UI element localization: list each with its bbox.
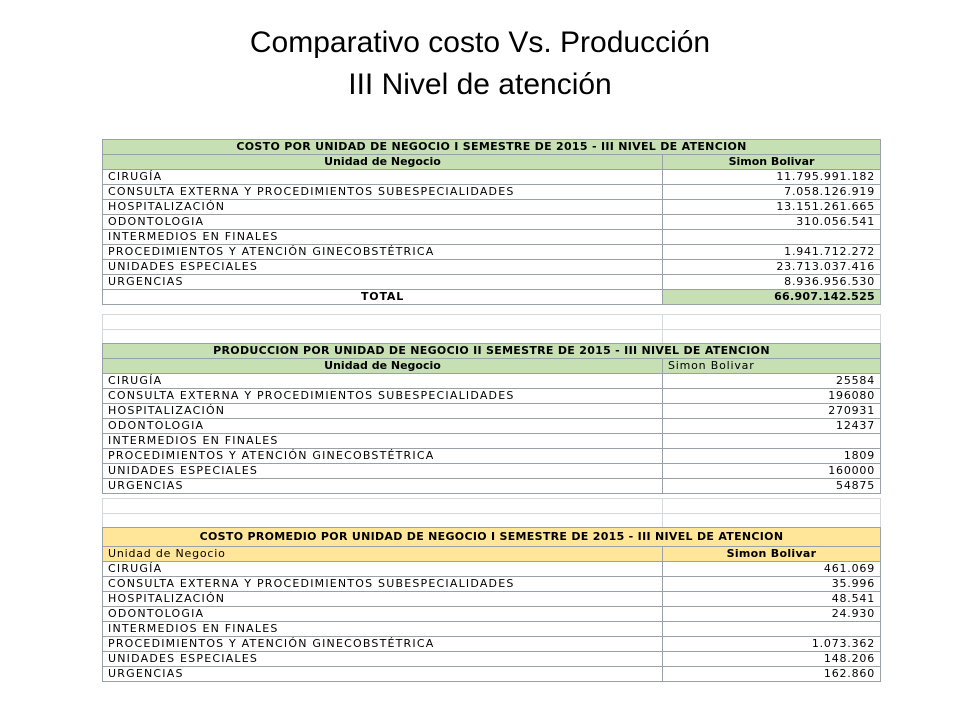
produccion-header-unit: Unidad de Negocio [103, 359, 663, 374]
row-label: CIRUGÍA [103, 374, 663, 389]
row-value: 11.795.991.182 [663, 170, 881, 185]
row-label: UNIDADES ESPECIALES [103, 260, 663, 275]
produccion-title-row [103, 344, 881, 359]
promedio-header-unit: Unidad de Negocio [103, 547, 663, 562]
table-row [103, 374, 881, 389]
row-label: UNIDADES ESPECIALES [103, 652, 663, 667]
produccion-table [102, 343, 881, 494]
costo-table [102, 139, 881, 305]
table-row [103, 434, 881, 449]
row-label: ODONTOLOGIA [103, 419, 663, 434]
table-row [103, 275, 881, 290]
table-row [103, 637, 881, 652]
table-row [103, 389, 881, 404]
promedio-header-row [103, 547, 881, 562]
slide-title [0, 22, 960, 106]
table-row [103, 577, 881, 592]
table-row [103, 419, 881, 434]
promedio-title-row [103, 528, 881, 547]
table-row [103, 230, 881, 245]
row-label: PROCEDIMIENTOS Y ATENCIÓN GINECOBSTÉTRICA [103, 245, 663, 260]
costo-header-value: Simon Bolivar [663, 155, 881, 170]
row-value: 48.541 [663, 592, 881, 607]
table-row [103, 449, 881, 464]
row-value: 270931 [663, 404, 881, 419]
empty-row [103, 499, 881, 514]
row-label: HOSPITALIZACIÓN [103, 404, 663, 419]
empty-row [103, 315, 881, 330]
row-value: 25584 [663, 374, 881, 389]
produccion-header-row [103, 359, 881, 374]
row-value: 160000 [663, 464, 881, 479]
row-value: 12437 [663, 419, 881, 434]
row-label: INTERMEDIOS EN FINALES [103, 434, 663, 449]
promedio-table [102, 527, 881, 682]
row-value: 13.151.261.665 [663, 200, 881, 215]
row-value: 162.860 [663, 667, 881, 682]
row-value: 461.069 [663, 562, 881, 577]
empty-cell [103, 499, 663, 514]
row-label: HOSPITALIZACIÓN [103, 592, 663, 607]
row-value: 54875 [663, 479, 881, 494]
row-label: CONSULTA EXTERNA Y PROCEDIMIENTOS SUBESPECIALIDADES [103, 577, 663, 592]
row-label: UNIDADES ESPECIALES [103, 464, 663, 479]
table-row [103, 245, 881, 260]
row-label: CIRUGÍA [103, 562, 663, 577]
row-value: 1.073.362 [663, 637, 881, 652]
row-label: CONSULTA EXTERNA Y PROCEDIMIENTOS SUBESPECIALIDADES [103, 185, 663, 200]
total-label: TOTAL [103, 290, 663, 305]
row-value [663, 622, 881, 637]
row-label: ODONTOLOGIA [103, 215, 663, 230]
row-value: 8.936.956.530 [663, 275, 881, 290]
table-row [103, 215, 881, 230]
promedio-header-value: Simon Bolivar [663, 547, 881, 562]
spacer-rows [102, 498, 881, 529]
row-value: 23.713.037.416 [663, 260, 881, 275]
table-row [103, 562, 881, 577]
slide-title-line-1: Comparativo costo Vs. Producción [249, 26, 711, 59]
row-label: HOSPITALIZACIÓN [103, 200, 663, 215]
row-label: URGENCIAS [103, 667, 663, 682]
table-row [103, 479, 881, 494]
produccion-title: PRODUCCION POR UNIDAD DE NEGOCIO II SEMESTRE DE 2015 - III NIVEL DE ATENCION [103, 344, 881, 359]
slide-title-line-2: III Nivel de atención [348, 68, 612, 101]
table-row [103, 652, 881, 667]
empty-cell [663, 315, 881, 330]
row-label: INTERMEDIOS EN FINALES [103, 230, 663, 245]
table-row [103, 185, 881, 200]
row-value: 35.996 [663, 577, 881, 592]
table-row [103, 622, 881, 637]
row-label: URGENCIAS [103, 479, 663, 494]
row-label: ODONTOLOGIA [103, 607, 663, 622]
empty-cell [103, 315, 663, 330]
row-value: 148.206 [663, 652, 881, 667]
table-row [103, 464, 881, 479]
table-row [103, 404, 881, 419]
table-row [103, 667, 881, 682]
row-label: URGENCIAS [103, 275, 663, 290]
spacer-rows [102, 314, 881, 345]
costo-header-unit: Unidad de Negocio [103, 155, 663, 170]
empty-cell [663, 499, 881, 514]
costo-header-row [103, 155, 881, 170]
row-value: 7.058.126.919 [663, 185, 881, 200]
produccion-header-value: Simon Bolivar [663, 359, 881, 374]
table-row [103, 200, 881, 215]
row-value: 310.056.541 [663, 215, 881, 230]
table-row [103, 260, 881, 275]
row-label: PROCEDIMIENTOS Y ATENCIÓN GINECOBSTÉTRICA [103, 637, 663, 652]
row-value: 1809 [663, 449, 881, 464]
total-value: 66.907.142.525 [663, 290, 881, 305]
row-value [663, 434, 881, 449]
table-row [103, 170, 881, 185]
row-label: PROCEDIMIENTOS Y ATENCIÓN GINECOBSTÉTRICA [103, 449, 663, 464]
costo-title-row [103, 140, 881, 155]
costo-title: COSTO POR UNIDAD DE NEGOCIO I SEMESTRE DE 2015 - III NIVEL DE ATENCION [103, 140, 881, 155]
costo-total-row [103, 290, 881, 305]
row-value [663, 230, 881, 245]
promedio-title: COSTO PROMEDIO POR UNIDAD DE NEGOCIO I SEMESTRE DE 2015 - III NIVEL DE ATENCION [103, 528, 881, 547]
table-row [103, 607, 881, 622]
row-value: 1.941.712.272 [663, 245, 881, 260]
row-label: INTERMEDIOS EN FINALES [103, 622, 663, 637]
row-value: 24.930 [663, 607, 881, 622]
row-label: CIRUGÍA [103, 170, 663, 185]
row-value: 196080 [663, 389, 881, 404]
table-row [103, 592, 881, 607]
row-label: CONSULTA EXTERNA Y PROCEDIMIENTOS SUBESPECIALIDADES [103, 389, 663, 404]
